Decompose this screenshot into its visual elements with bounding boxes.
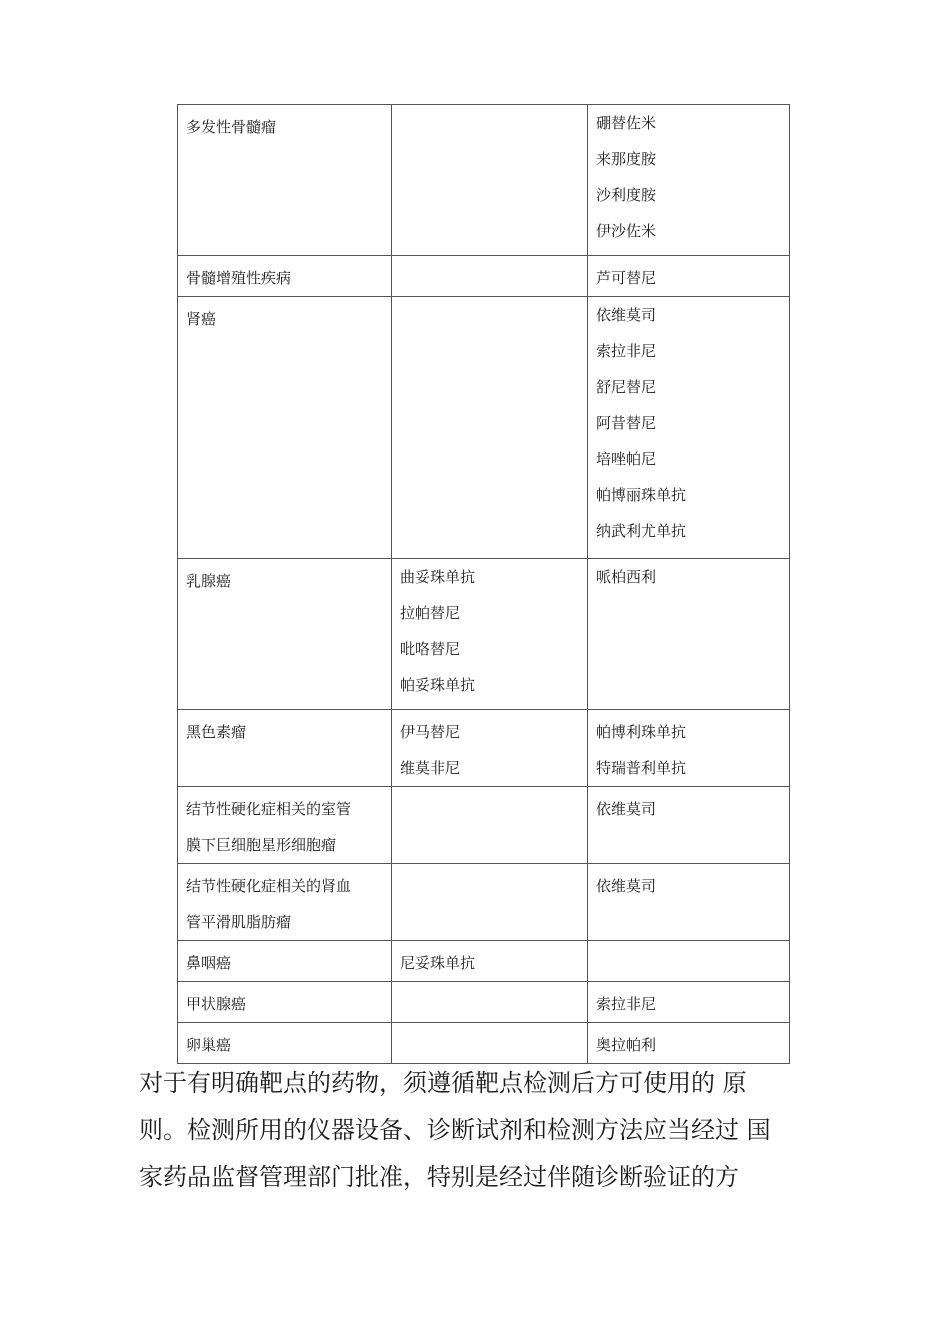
table-row [178,297,790,559]
disease-name: 甲状腺癌 [186,995,247,1013]
table-row [178,559,790,710]
disease-name: 卵巢癌 [186,1036,232,1054]
disease-cell [178,105,392,256]
table-row [178,710,790,787]
drug-name: 芦可替尼 [596,269,657,287]
drug-name: 沙利度胺 [596,186,657,204]
drug-list-cell-col3 [588,864,790,941]
disease-name-line: 结节性硬化症相关的室管 [186,800,352,818]
paragraph-line-1: 对于有明确靶点的药物，须遵循靶点检测后方可使用的 原 [139,1069,747,1097]
disease-name-line: 管平滑肌脂肪瘤 [186,913,292,931]
drug-list-cell-col3 [588,559,790,710]
disease-cell [178,864,392,941]
drug-name: 帕妥珠单抗 [400,676,476,694]
drug-name: 纳武利尤单抗 [596,522,687,540]
drug-list-cell-col2 [392,1023,588,1064]
table-row [178,982,790,1023]
drug-name: 索拉非尼 [596,995,657,1013]
disease-cell [178,710,392,787]
disease-cell [178,256,392,297]
drug-list-cell-col3 [588,941,790,982]
drug-name: 依维莫司 [596,877,657,895]
drug-name: 尼妥珠单抗 [400,954,476,972]
table-row [178,1023,790,1064]
drug-name: 伊沙佐米 [596,222,657,240]
drug-name: 舒尼替尼 [596,378,657,396]
drug-list-cell-col3 [588,256,790,297]
drug-name: 维莫非尼 [400,759,461,777]
drug-name: 哌柏西利 [596,568,657,586]
disease-name: 多发性骨髓瘤 [186,118,277,136]
drug-name: 依维莫司 [596,800,657,818]
drug-name: 特瑞普利单抗 [596,759,687,777]
drug-list-cell-col2 [392,864,588,941]
drug-name: 曲妥珠单抗 [400,568,476,586]
disease-cell [178,982,392,1023]
disease-name: 黑色素瘤 [186,723,247,741]
body-paragraph [139,1060,799,1201]
drug-name: 奥拉帕利 [596,1036,657,1054]
drug-list-cell-col2 [392,787,588,864]
drug-name: 帕博丽珠单抗 [596,486,687,504]
drug-name: 吡咯替尼 [400,640,461,658]
disease-name: 肾癌 [186,310,217,328]
table-row [178,105,790,256]
drug-name: 硼替佐米 [596,114,657,132]
disease-cell [178,1023,392,1064]
drug-list-cell-col3 [588,982,790,1023]
drug-list-cell-col2 [392,256,588,297]
drug-name: 培唑帕尼 [596,450,657,468]
disease-name: 乳腺癌 [186,572,232,590]
disease-name-line: 膜下巨细胞星形细胞瘤 [186,836,337,854]
drug-list-cell-col2 [392,941,588,982]
drug-name: 来那度胺 [596,150,657,168]
table-body [178,105,790,1064]
drug-list-cell-col3 [588,297,790,559]
drug-list-cell-col3 [588,710,790,787]
drug-list-cell-col2 [392,982,588,1023]
drug-list-cell-col3 [588,1023,790,1064]
paragraph-line-2: 则。检测所用的仪器设备、诊断试剂和检测方法应当经过 国 [139,1116,771,1144]
drug-name: 帕博利珠单抗 [596,723,687,741]
disease-cell [178,941,392,982]
disease-cell [178,787,392,864]
drug-indication-table [177,104,790,1064]
drug-name: 伊马替尼 [400,723,461,741]
drug-list-cell-col2 [392,710,588,787]
drug-name: 依维莫司 [596,306,657,324]
table-row [178,864,790,941]
drug-list-cell-col2 [392,105,588,256]
disease-name: 鼻咽癌 [186,954,232,972]
disease-cell [178,559,392,710]
drug-list-cell-col3 [588,105,790,256]
table-row [178,256,790,297]
paragraph-line-3: 家药品监督管理部门批准，特别是经过伴随诊断验证的方 [139,1163,739,1191]
table-row [178,941,790,982]
drug-name: 拉帕替尼 [400,604,461,622]
drug-list-cell-col2 [392,559,588,710]
disease-name: 骨髓增殖性疾病 [186,269,292,287]
drug-name: 索拉非尼 [596,342,657,360]
drug-list-cell-col3 [588,787,790,864]
disease-cell [178,297,392,559]
drug-list-cell-col2 [392,297,588,559]
disease-name-line: 结节性硬化症相关的肾血 [186,877,352,895]
table-row [178,787,790,864]
drug-name: 阿昔替尼 [596,414,657,432]
